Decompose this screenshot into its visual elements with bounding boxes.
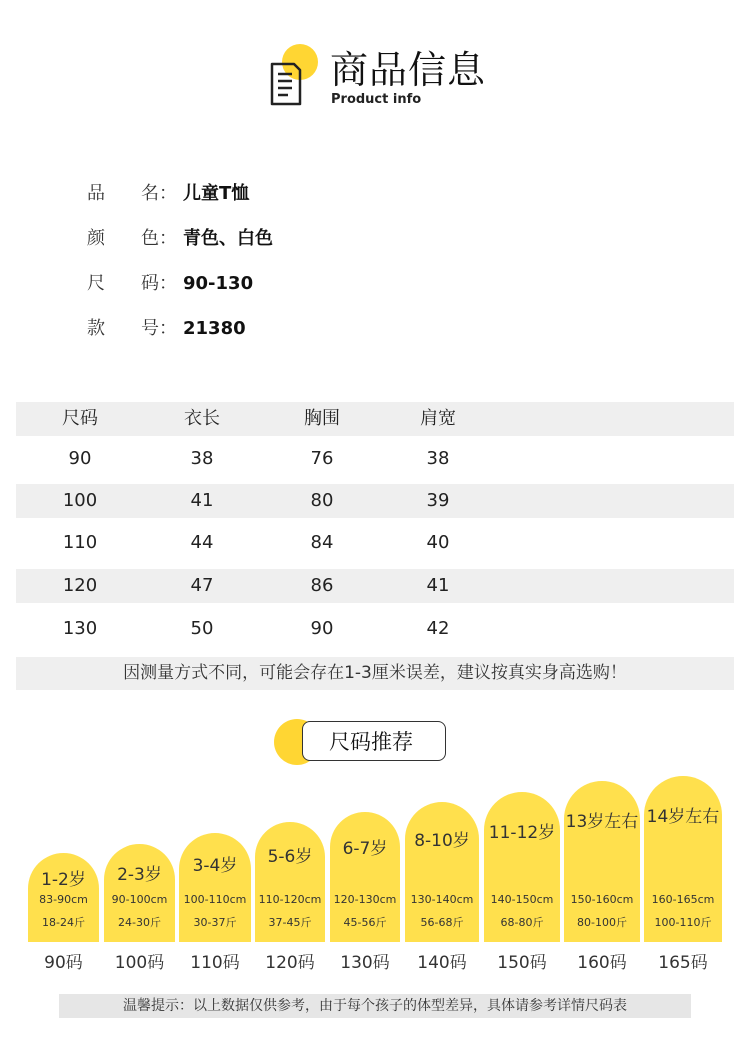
card-height: 120-130cm	[333, 893, 397, 906]
card-height: 83-90cm	[39, 893, 88, 906]
info-label: 码：	[141, 273, 177, 294]
info-value: 青色、白色	[183, 228, 273, 249]
card-age: 1-2岁	[41, 870, 86, 890]
table-header-cell: 胸围	[304, 408, 340, 429]
card-height: 90-100cm	[111, 893, 168, 906]
table-cell: 44	[190, 532, 214, 553]
info-label: 款	[87, 318, 105, 339]
size-table-header	[16, 402, 734, 436]
size-card	[104, 844, 175, 942]
table-cell: 100	[62, 490, 98, 511]
page-subtitle: Product info	[331, 92, 422, 107]
card-weight: 68-80斤	[500, 916, 544, 929]
table-cell: 41	[426, 575, 450, 596]
card-weight: 30-37斤	[193, 916, 237, 929]
card-height: 110-120cm	[258, 893, 322, 906]
card-age: 3-4岁	[192, 856, 238, 876]
card-weight: 100-110斤	[654, 916, 712, 929]
table-cell: 47	[190, 575, 214, 596]
table-cell: 84	[310, 532, 334, 553]
table-cell: 76	[310, 448, 334, 469]
card-age: 11-12岁	[488, 823, 556, 843]
measurement-note: 因测量方式不同，可能会存在1-3厘米误差，建议按真实身高选购！	[16, 657, 734, 690]
table-cell: 40	[426, 532, 450, 553]
size-card	[405, 802, 479, 942]
reference-tip: 温馨提示：以上数据仅供参考，由于每个孩子的体型差异，具体请参考详情尺码表	[59, 994, 691, 1018]
info-label: 尺	[87, 273, 105, 294]
info-label: 名：	[141, 183, 177, 204]
table-cell: 110	[62, 532, 98, 553]
table-cell: 120	[62, 575, 98, 596]
info-label: 颜	[87, 228, 105, 249]
card-size-label: 160码	[577, 953, 627, 973]
recommend-title: 尺码推荐	[302, 721, 446, 761]
info-label: 号：	[141, 318, 177, 339]
size-card	[179, 833, 251, 942]
card-age: 13岁左右	[565, 812, 639, 832]
size-card	[330, 812, 400, 942]
card-weight: 37-45斤	[268, 916, 312, 929]
card-height: 150-160cm	[570, 893, 634, 906]
card-weight: 56-68斤	[420, 916, 464, 929]
card-height: 100-110cm	[183, 893, 247, 906]
table-row	[16, 526, 734, 560]
card-weight: 18-24斤	[42, 916, 85, 929]
card-age: 14岁左右	[646, 807, 720, 827]
card-size-label: 120码	[265, 953, 315, 973]
card-age: 5-6岁	[267, 847, 313, 867]
table-cell: 90	[68, 448, 92, 469]
card-age: 2-3岁	[117, 865, 162, 885]
size-card	[28, 853, 99, 942]
table-header-cell: 肩宽	[420, 408, 456, 429]
table-cell: 86	[310, 575, 334, 596]
table-cell: 39	[426, 490, 450, 511]
table-cell: 90	[310, 618, 334, 639]
card-size-label: 165码	[658, 953, 708, 973]
card-weight: 45-56斤	[343, 916, 387, 929]
info-label: 品	[87, 183, 105, 204]
card-height: 160-165cm	[651, 893, 715, 906]
card-age: 6-7岁	[342, 839, 388, 859]
table-header-cell: 尺码	[62, 408, 98, 429]
table-cell: 130	[62, 618, 98, 639]
card-size-label: 90码	[44, 953, 83, 973]
card-size-label: 150码	[497, 953, 547, 973]
card-age: 8-10岁	[414, 831, 470, 851]
card-size-label: 100码	[114, 953, 165, 973]
page-title: 商品信息	[330, 48, 487, 92]
table-row	[16, 442, 734, 476]
card-weight: 24-30斤	[118, 916, 161, 929]
table-cell: 41	[190, 490, 214, 511]
table-row	[16, 569, 734, 603]
size-card	[255, 822, 325, 942]
info-value: 儿童T恤	[183, 183, 250, 204]
info-value: 90-130	[183, 273, 254, 294]
document-icon	[268, 60, 304, 108]
table-cell: 80	[310, 490, 334, 511]
table-header-cell: 衣长	[184, 408, 220, 429]
table-cell: 38	[190, 448, 214, 469]
size-card	[484, 792, 560, 942]
table-row	[16, 612, 734, 646]
card-height: 140-150cm	[490, 893, 554, 906]
table-row	[16, 484, 734, 518]
card-height: 130-140cm	[410, 893, 474, 906]
card-weight: 80-100斤	[577, 916, 627, 929]
table-cell: 42	[426, 618, 450, 639]
size-card	[644, 776, 722, 942]
info-label: 色：	[141, 228, 177, 249]
table-cell: 38	[426, 448, 450, 469]
info-value: 21380	[183, 318, 246, 339]
table-cell: 50	[190, 618, 214, 639]
card-size-label: 140码	[417, 953, 467, 973]
size-card	[564, 781, 640, 942]
card-size-label: 130码	[340, 953, 390, 973]
card-size-label: 110码	[190, 953, 240, 973]
